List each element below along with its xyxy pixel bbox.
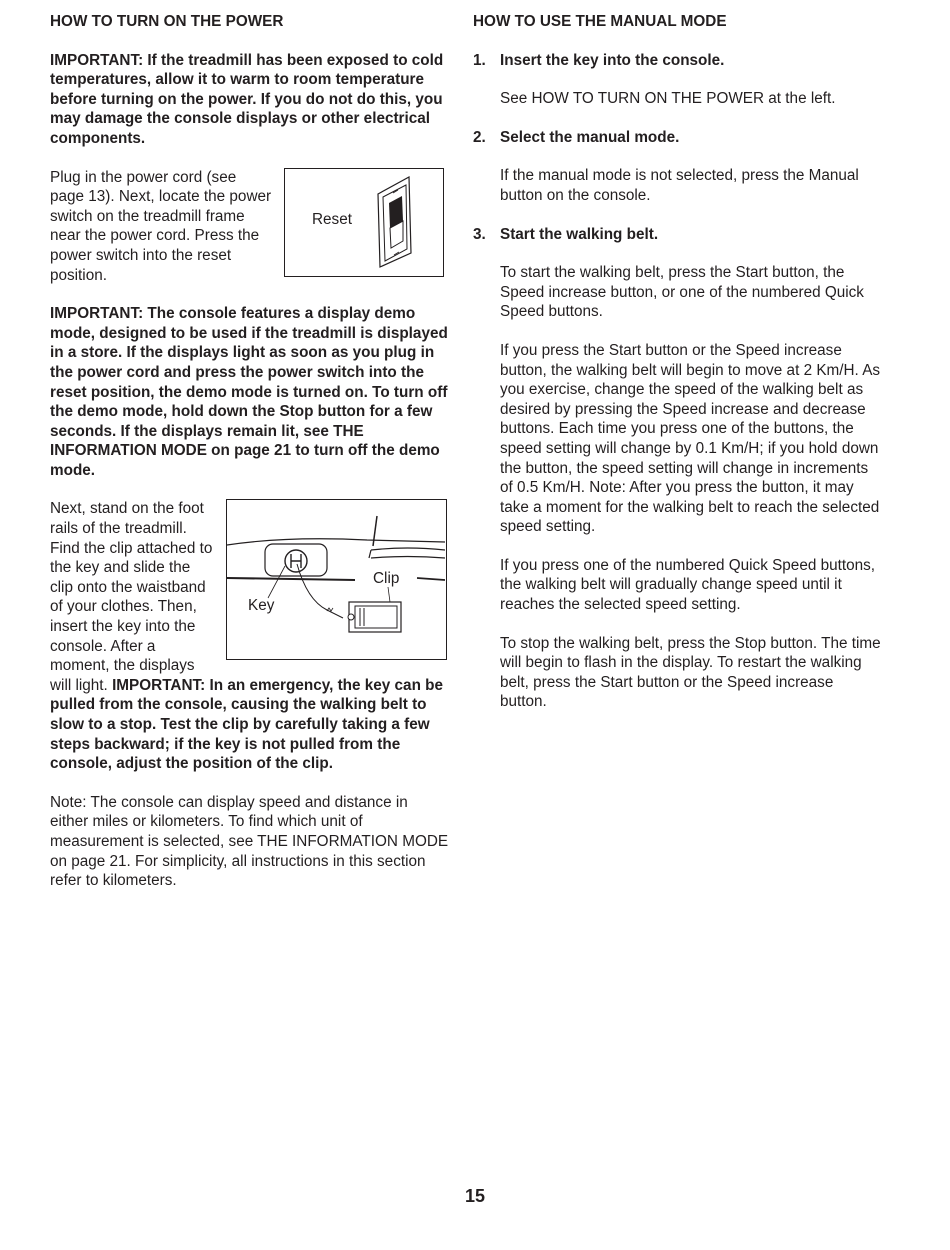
- step-1-title: [473, 51, 883, 71]
- step-3-paragraph: If you press one of the numbered Quick Speed buttons, the walking belt will gradually change speed until it reaches the selected speed setting.: [500, 556, 876, 614]
- step-number: 1.: [473, 51, 486, 69]
- power-switch-illustration: [285, 169, 442, 275]
- key-clip-figure: [226, 499, 447, 660]
- key-and-clip-illustration: [227, 500, 445, 658]
- step-title: Start the walking belt.: [500, 225, 659, 243]
- step-number: 2.: [473, 128, 486, 146]
- step-3-paragraph: To stop the walking belt, press the Stop button. The time will begin to flash in the display. To restart the walking belt, press the Start button or the Speed increase button.: [500, 634, 881, 711]
- plug-in-instructions: Plug in the power cord (see page 13). Next, locate the power switch on the treadmill frame near the power cord. Press the power switch into the reset position.: [50, 168, 272, 284]
- step-2-paragraph: If the manual mode is not selected, press the Manual button on the console.: [500, 167, 859, 204]
- important-emergency-note: IMPORTANT: In an emergency, the key can be pulled from the console, causing the walking belt to slow to a stop. Test the clip by carefully taking a few steps backward; if the key is not pulled from the console, adjust the position of the clip.: [50, 676, 444, 773]
- left-column: [50, 12, 450, 910]
- units-note: Note: The console can display speed and distance in either miles or kilometers. To find which unit of measurement is selected, see THE INFORMATION MODE on page 21. For simplicity, all instructions in this section refer to kilometers.: [50, 793, 449, 890]
- step-number: 3.: [473, 225, 486, 243]
- step-1-paragraph: See HOW TO TURN ON THE POWER at the left.: [500, 90, 836, 108]
- important-demo-mode-note: IMPORTANT: The console features a display demo mode, designed to be used if the treadmill is displayed in a store. If the displays light as soon as you plug in the power cord and press the power switch into the reset position, the demo mode is turned on. To turn off the demo mode, hold down the Stop button for a few seconds. If the displays remain lit, see THE INFORMATION MODE on page 21 to turn off the demo mode.: [50, 305, 448, 479]
- step-2-title: [473, 128, 883, 148]
- step-3-paragraph: To start the walking belt, press the Start button, the Speed increase button, or one of the numbered Quick Speed buttons.: [500, 264, 864, 321]
- manual-mode-heading: HOW TO USE THE MANUAL MODE: [473, 13, 727, 30]
- clip-label: Clip: [373, 570, 400, 588]
- reset-switch-figure: [284, 168, 444, 277]
- important-cold-note: IMPORTANT: If the treadmill has been exposed to cold temperatures, allow it to warm to room temperature before turning on the power. If you do not do this, you may damage the console displays or other electrical components.: [50, 51, 444, 147]
- key-label: Key: [248, 597, 275, 615]
- page-number: 15: [464, 1186, 486, 1206]
- reset-label: Reset: [312, 210, 352, 228]
- step-title: Insert the key into the console.: [500, 51, 725, 69]
- step-3-paragraph: If you press the Start button or the Speed increase button, the walking belt will begin to move at 2 Km/H. As you exercise, change the speed of the walking belt as desired by pressing the Speed increase and decrease buttons. Each time you press one of the buttons, the speed setting will change by 0.1 Km/H; if you hold down the button, the speed setting will change in increments of 0.5 Km/H. Note: After you press the button, it may take a moment for the walking belt to reach the selected speed setting.: [500, 341, 881, 536]
- step-title: Select the manual mode.: [500, 128, 680, 146]
- step-3-title: [473, 225, 883, 245]
- stand-on-rails-text: Next, stand on the foot rails of the treadmill. Find the clip attached to the key and slide the clip onto the waistband of your clothes. Then, insert the key into the console. After a moment, the displays will light.: [50, 500, 213, 694]
- right-column: [473, 12, 883, 731]
- power-section-heading: HOW TO TURN ON THE POWER: [50, 13, 284, 30]
